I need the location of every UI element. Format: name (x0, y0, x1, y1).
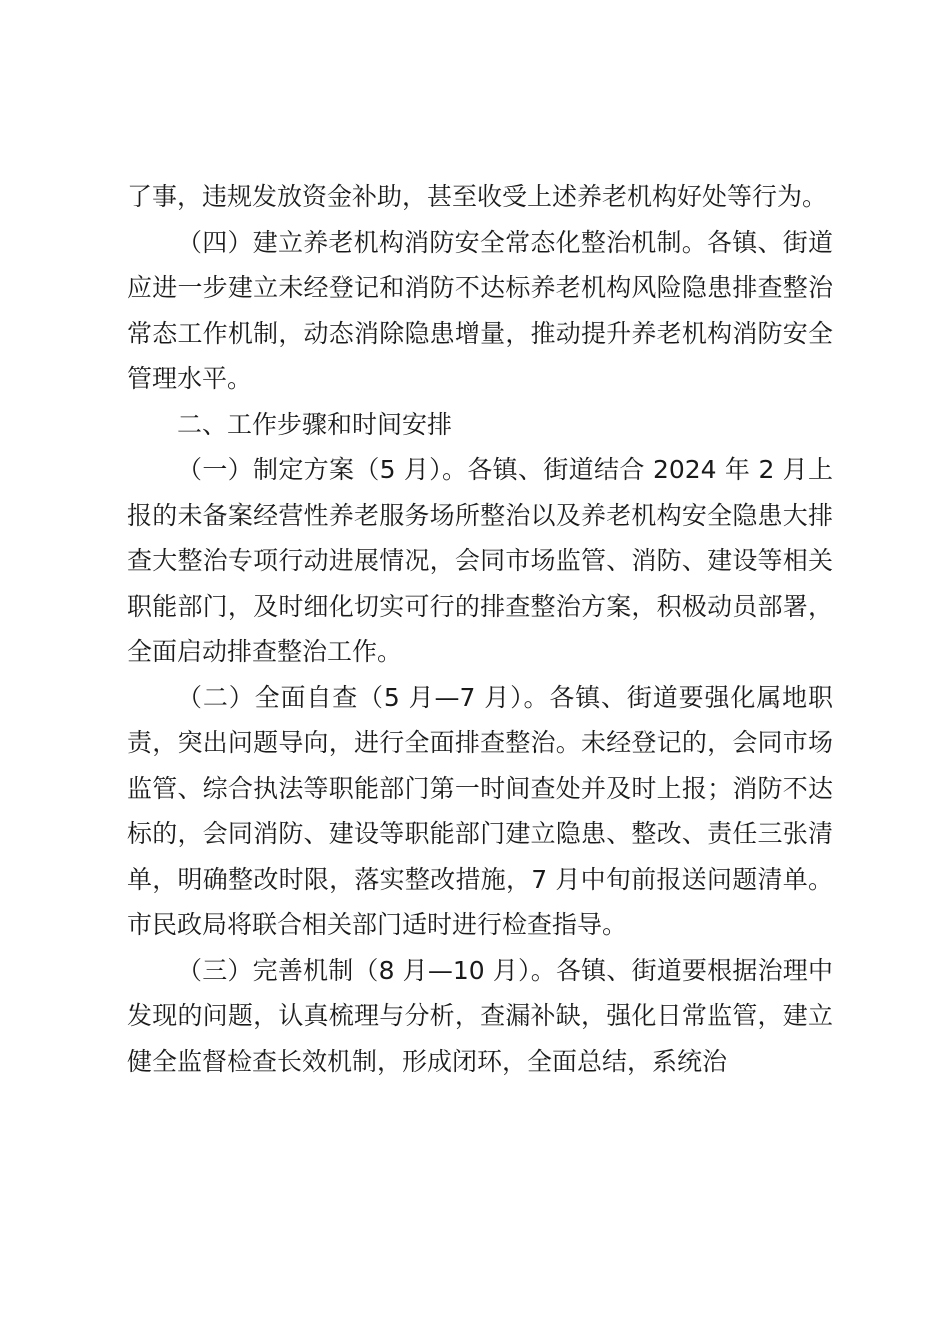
paragraph-continuation: 了事，违规发放资金补助，甚至收受上述养老机构好处等行为。 (127, 182, 828, 211)
document-body (127, 174, 833, 1084)
paragraph-step-two: （二）全面自查（5 月—7 月）。各镇、街道要强化属地职责，突出问题导向，进行全面排查整治。未经登记的，会同市场监管、综合执法等职能部门第一时间查处并及时上报；消防不达标的，会同消防、建设等职能部门建立隐患、整改、责任三张清单，明确整改时限，落实整改措施，7 月中旬前报送问题清单。市民政局将联合相关部门适时进行检查指导。 (127, 682, 833, 939)
paragraph-step-one: （一）制定方案（5 月）。各镇、街道结合 2024 年 2 月上报的未备案经营性养老服务场所整治以及养老机构安全隐患大排查大整治专项行动进展情况，会同市场监管、消防、建设等相关职能部门，及时细化切实可行的排查整治方案，积极动员部署，全面启动排查整治工作。 (127, 455, 833, 666)
paragraph-step-three: （三）完善机制（8 月—10 月）。各镇、街道要根据治理中发现的问题，认真梳理与分析，查漏补缺，强化日常监管，建立健全监督检查长效机制，形成闭环，全面总结，系统治 (127, 955, 833, 1076)
section-heading-two: 二、工作步骤和时间安排 (177, 409, 453, 439)
paragraph-item-four: （四）建立养老机构消防安全常态化整治机制。各镇、街道应进一步建立未经登记和消防不达标养老机构风险隐患排查整治常态工作机制，动态消除隐患增量，推动提升养老机构消防安全管理水平。 (127, 227, 833, 393)
